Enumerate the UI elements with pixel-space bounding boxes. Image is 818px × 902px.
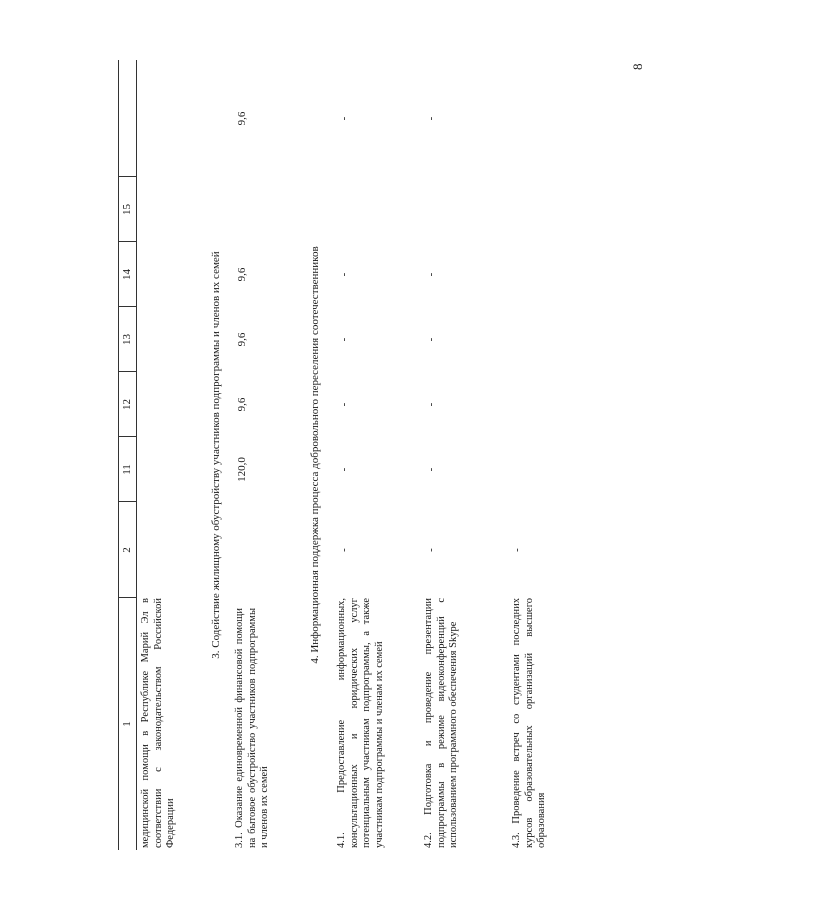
- row-4-1-col-13: -: [338, 337, 350, 342]
- col-header-2: 2: [121, 547, 133, 553]
- row-4-2-col-2: -: [425, 548, 437, 552]
- row-3-1-col-15: 9,6: [236, 111, 248, 126]
- col-header-11: 11: [121, 464, 133, 475]
- col-header-1: 1: [121, 721, 133, 727]
- page-number: 8: [630, 63, 645, 70]
- row-4-2-col-12: -: [425, 402, 437, 407]
- row-4-2-text: 4.2. Подготовка и проведение презентации подпрограммы в режиме видеоконференций с использованием программного обеспечения Skype: [423, 598, 459, 848]
- row-3-1-col-14: 9,6: [236, 267, 248, 282]
- row-3-1-col-11: 120,0: [236, 457, 248, 482]
- row-3-1-col-12: 9,6: [236, 397, 248, 412]
- row-4-1-col-12: -: [338, 402, 350, 407]
- col-header-15: 15: [121, 204, 133, 215]
- rotated-table: [118, 60, 818, 850]
- row-4-1-col-2: -: [338, 548, 350, 552]
- section-3-title: 3. Содействие жилищному обустройству участников подпрограммы и членов их семей: [210, 251, 222, 659]
- row-4-1-col-15: -: [338, 116, 350, 121]
- row-4-2-col-11: -: [425, 467, 437, 472]
- row-4-1-col-11: -: [338, 467, 350, 472]
- col-header-12: 12: [121, 399, 133, 410]
- section-4-title: 4. Информационная поддержка процесса добровольного переселения соотечественников: [309, 246, 321, 664]
- col-header-14: 14: [121, 269, 133, 280]
- row-4-3-col-2: -: [511, 548, 523, 552]
- row-4-2-col-13: -: [425, 337, 437, 342]
- row-4-2-col-15: -: [425, 116, 437, 121]
- col-header-13: 13: [121, 334, 133, 345]
- row-4-1-text: 4.1. Предоставление информационных, консультационных и юридических услуг потенциальным участникам подпрограммы, а также участникам подпрограммы и членам их семей: [336, 598, 385, 848]
- row-4-3-text: 4.3. Проведение встреч со студентами последних курсов образовательных организаций высшего образования: [511, 598, 547, 848]
- header-bottom-border: [136, 60, 137, 850]
- row-4-2-col-14: -: [425, 272, 437, 277]
- row-3-1-text: 3.1. Оказание единовременной финансовой помощи на бытовое обустройство участников подпрограммы и членов их семей: [234, 608, 270, 848]
- row-4-1-col-14: -: [338, 272, 350, 277]
- row-continuation-text: медицинской помощи в Республике Марий Эл в соответствии с законодательством Российской Федерации: [140, 598, 176, 848]
- row-3-1-col-13: 9,6: [236, 332, 248, 347]
